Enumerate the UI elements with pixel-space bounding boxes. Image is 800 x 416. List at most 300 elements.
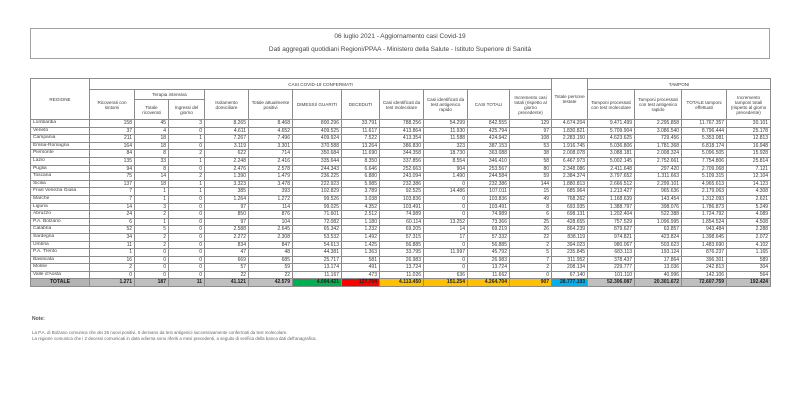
table-row (31, 142, 771, 150)
table-row (31, 241, 771, 249)
cell-guariti: 236.225 (293, 173, 342, 181)
table-row (31, 218, 771, 226)
cell-casi_molecolare: 57.315 (380, 233, 424, 241)
cell-incremento_tamponi: 7.121 (727, 165, 771, 173)
cell-deceduti: 5.985 (342, 180, 380, 188)
cell-tamponi_molecolare: 2.411.648 (588, 165, 635, 173)
table-row (31, 157, 771, 165)
cell-ti_ingressi: 0 (169, 127, 205, 135)
cell-casi_totali: 73.366 (468, 218, 510, 226)
cell-persone_testate: 311.952 (552, 256, 588, 264)
cell-tamponi_totale: 1.483.690 (682, 241, 727, 249)
cell-ti_ingressi: 0 (169, 264, 205, 272)
cell-tamponi_totale: 242.813 (682, 264, 727, 272)
table-row (31, 150, 771, 158)
cell-casi_antigenico: 11.930 (424, 127, 468, 135)
cell-incremento_tamponi: 30.101 (727, 120, 771, 128)
cell-tamponi_molecolare: 683.113 (588, 249, 635, 257)
cell-tamponi_antigenico: 1.781.368 (635, 142, 682, 150)
cell-casi_molecolare: 103.491 (380, 203, 424, 211)
cell-tamponi_totale: 1.724.792 (682, 211, 727, 219)
cell-guariti: 25.717 (293, 256, 342, 264)
cell-deceduti: 1.492 (342, 233, 380, 241)
table-row (31, 180, 771, 188)
cell-ricoverati: 24 (90, 211, 135, 219)
cell-ricoverati: 158 (90, 120, 135, 128)
cell-casi_totali: 425.794 (468, 127, 510, 135)
cell-persone_testate: 698.131 (552, 211, 588, 219)
cell-ti_totale: 3 (135, 203, 169, 211)
cell-casi_molecolare: 56.885 (380, 241, 424, 249)
cell-ti_totale: 8 (135, 165, 169, 173)
cell-guariti: 65.342 (293, 226, 342, 234)
cell-casi_antigenico: 0 (424, 180, 468, 188)
cell-tamponi_totale: 1.786.873 (682, 203, 727, 211)
cell-isolamento: 850 (205, 211, 249, 219)
cell-isolamento: 3.323 (205, 180, 249, 188)
cell-tamponi_molecolare: 879.627 (588, 226, 635, 234)
cell-positivi: 2.578 (249, 165, 293, 173)
cell-isolamento: 97 (205, 203, 249, 211)
cell-incremento_tamponi: 589 (727, 256, 771, 264)
cell-casi_antigenico: 17 (424, 233, 468, 241)
cell-deceduti: 6.646 (342, 165, 380, 173)
header-isolamento: Isolamento domiciliare (205, 90, 249, 120)
cell-tamponi_molecolare: 9.471.499 (588, 120, 635, 128)
cell-casi_molecolare: 243.094 (380, 173, 424, 181)
cell-ricoverati: 2 (90, 264, 135, 272)
cell-tamponi_antigenico: 2.299.101 (635, 180, 682, 188)
cell-ti_totale: 45 (135, 120, 169, 128)
table-row (31, 203, 771, 211)
cell-persone_testate: 1.880.813 (552, 180, 588, 188)
cell-ti_ingressi: 2 (169, 173, 205, 181)
header-tamponi-antigenico: Tamponi processati con test antigenico rapido (635, 90, 682, 120)
cell-incremento_casi: 53 (510, 142, 552, 150)
cell-regione: Molise (31, 264, 90, 272)
cell-incremento_casi: 15 (510, 188, 552, 196)
cell-casi_molecolare: 103.836 (380, 195, 424, 203)
cell-regione: Lombardia (31, 120, 90, 128)
cell-tamponi_totale: 11.767.357 (682, 120, 727, 128)
cell-casi_molecolare: 252.663 (380, 165, 424, 173)
cell-guariti: 800.296 (293, 120, 342, 128)
cell-tamponi_molecolare: 1.202.404 (588, 211, 635, 219)
cell-tamponi_totale: 2.709.068 (682, 165, 727, 173)
cell-persone_testate: 4.674.204 (552, 120, 588, 128)
cell-deceduti: 11.690 (342, 150, 380, 158)
cell-guariti: 4.094.421 (293, 279, 342, 287)
cell-incremento_casi: 108 (510, 135, 552, 143)
cell-tamponi_totale: 5.096.505 (682, 150, 727, 158)
cell-casi_antigenico: 904 (424, 165, 468, 173)
cell-ricoverati: 84 (90, 150, 135, 158)
cell-casi_totali: 74.989 (468, 211, 510, 219)
cell-ti_ingressi: 0 (169, 226, 205, 234)
cell-tamponi_molecolare: 101.110 (588, 271, 635, 279)
cell-positivi: 22 (249, 271, 293, 279)
cell-guariti: 102.829 (293, 188, 342, 196)
cell-deceduti: 581 (342, 256, 380, 264)
cell-ricoverati: 137 (90, 180, 135, 188)
cell-tamponi_molecolare: 229.777 (588, 264, 635, 272)
cell-casi_antigenico: 151.254 (424, 279, 468, 287)
cell-incremento_tamponi: 2.288 (727, 226, 771, 234)
cell-casi_antigenico: 0 (424, 211, 468, 219)
cell-isolamento: 41.121 (205, 279, 249, 287)
cell-deceduti: 491 (342, 264, 380, 272)
cell-tamponi_molecolare: 1.213.427 (588, 188, 635, 196)
cell-tamponi_antigenico: 965.636 (635, 188, 682, 196)
title-line-2: Dati aggregati quotidiani Regioni/PPAA - Ministero della Salute - Istituto Superiore di Sanità (268, 45, 532, 53)
cell-casi_totali: 346.410 (468, 157, 510, 165)
cell-incremento_casi: 129 (510, 120, 552, 128)
cell-persone_testate: 685.964 (552, 188, 588, 196)
cell-tamponi_antigenico: 3.086.540 (635, 127, 682, 135)
cell-casi_antigenico: 323 (424, 142, 468, 150)
cell-ti_totale: 18 (135, 135, 169, 143)
table-row (31, 188, 771, 196)
cell-persone_testate: 208.134 (552, 264, 588, 272)
cell-persone_testate: 864.239 (552, 226, 588, 234)
cell-tamponi_molecolare: 378.437 (588, 256, 635, 264)
cell-persone_testate: 1.830.821 (552, 127, 588, 135)
cell-guariti: 13.174 (293, 264, 342, 272)
header-incremento-tamponi: Incremento tamponi totali (rispetto al giorno precedente) (727, 90, 771, 120)
cell-incremento_tamponi: 4.089 (727, 211, 771, 219)
cell-ricoverati: 1.271 (90, 279, 135, 287)
cell-casi_antigenico: 1.490 (424, 173, 468, 181)
cell-persone_testate: 28.777.193 (552, 279, 588, 287)
cell-casi_molecolare: 60.114 (380, 218, 424, 226)
note-line-2: La regione comunica che i 2 decessi comunicati in data odierna sono riferiti a mesi precedenti, a seguito di verifica della banca dati dell'anagrafica. (32, 336, 317, 341)
cell-casi_totali: 56.885 (468, 241, 510, 249)
header-deceduti: DECEDUTI (342, 90, 380, 120)
cell-casi_molecolare: 413.864 (380, 127, 424, 135)
cell-casi_totali: 13.724 (468, 264, 510, 272)
cell-casi_antigenico: 14 (424, 226, 468, 234)
cell-positivi: 3.478 (249, 180, 293, 188)
cell-casi_molecolare: 4.113.450 (380, 279, 424, 287)
table-row (31, 249, 771, 257)
cell-tamponi_molecolare: 1.388.797 (588, 203, 635, 211)
cell-casi_antigenico: 636 (424, 271, 468, 279)
table-row (31, 211, 771, 219)
cell-isolamento: 1.390 (205, 173, 249, 181)
title-line-1: 06 luglio 2021 - Aggiornamento casi Covid-19 (334, 33, 466, 41)
cell-casi_antigenico: 13.252 (424, 218, 468, 226)
cell-isolamento: 4.611 (205, 127, 249, 135)
cell-regione: Abruzzo (31, 211, 90, 219)
cell-ti_totale: 2 (135, 241, 169, 249)
cell-guariti: 53.532 (293, 233, 342, 241)
title-box (30, 28, 770, 59)
cell-positivi: 59 (249, 264, 293, 272)
cell-isolamento: 3.119 (205, 142, 249, 150)
cell-ti_ingressi: 0 (169, 256, 205, 264)
cell-regione: Calabria (31, 226, 90, 234)
table-row (31, 135, 771, 143)
cell-ti_ingressi: 0 (169, 195, 205, 203)
cell-regione: Campania (31, 135, 90, 143)
cell-tamponi_antigenico: 143.454 (635, 195, 682, 203)
cell-ti_ingressi: 0 (169, 241, 205, 249)
cell-casi_totali: 11.662 (468, 271, 510, 279)
cell-incremento_tamponi: 16.948 (727, 142, 771, 150)
cell-incremento_tamponi: 25.178 (727, 127, 771, 135)
cell-regione: Sicilia (31, 180, 90, 188)
cell-deceduti: 1.363 (342, 249, 380, 257)
cell-ti_totale: 0 (135, 249, 169, 257)
cell-isolamento: 622 (205, 150, 249, 158)
cell-deceduti: 1.425 (342, 241, 380, 249)
table-row (31, 271, 771, 279)
cell-deceduti: 3.789 (342, 188, 380, 196)
cell-positivi: 2.308 (249, 233, 293, 241)
cell-casi_antigenico: 0 (424, 241, 468, 249)
cell-guariti: 350.684 (293, 150, 342, 158)
cell-guariti: 409.525 (293, 127, 342, 135)
cell-guariti: 99.025 (293, 203, 342, 211)
cell-isolamento: 2.272 (205, 233, 249, 241)
cell-persone_testate: 768.262 (552, 195, 588, 203)
cell-deceduti: 3.038 (342, 195, 380, 203)
cell-incremento_casi: 7 (510, 256, 552, 264)
cell-incremento_tamponi: 15.928 (727, 150, 771, 158)
cell-positivi: 4.652 (249, 127, 293, 135)
cell-casi_molecolare: 92.525 (380, 188, 424, 196)
table-row (31, 264, 771, 272)
cell-casi_molecolare: 386.830 (380, 142, 424, 150)
cell-casi_totali: 4.264.704 (468, 279, 510, 287)
header-tamponi-totale: TOTALE tamponi effettuati (682, 90, 727, 120)
cell-positivi: 3.301 (249, 142, 293, 150)
cell-tamponi_totale: 1.398.645 (682, 233, 727, 241)
cell-tamponi_totale: 5.109.315 (682, 173, 727, 181)
cell-casi_antigenico: 8.554 (424, 157, 468, 165)
cell-casi_totali: 103.491 (468, 203, 510, 211)
cell-ti_ingressi: 0 (169, 211, 205, 219)
cell-incremento_tamponi: 192.424 (727, 279, 771, 287)
cell-ti_totale: 33 (135, 157, 169, 165)
cell-regione: Liguria (31, 203, 90, 211)
cell-positivi: 2.416 (249, 157, 293, 165)
cell-incremento_casi: 49 (510, 195, 552, 203)
cell-casi_antigenico: 54.299 (424, 120, 468, 128)
cell-ti_totale: 0 (135, 271, 169, 279)
cell-tamponi_antigenico: 63.857 (635, 226, 682, 234)
cell-positivi: 1.272 (249, 195, 293, 203)
cell-tamponi_antigenico: 2.752.661 (635, 157, 682, 165)
cell-positivi: 42.579 (249, 279, 293, 287)
header-ricoverati: Ricoverati con sintomi (90, 90, 135, 120)
cell-deceduti: 11.617 (342, 127, 380, 135)
cell-ti_ingressi: 0 (169, 271, 205, 279)
table-header (31, 79, 771, 120)
cell-ti_totale: 18 (135, 180, 169, 188)
cell-tamponi_molecolare: 5.709.904 (588, 127, 635, 135)
cell-casi_molecolare: 11.026 (380, 271, 424, 279)
cell-guariti: 222.923 (293, 180, 342, 188)
cell-isolamento: 1.264 (205, 195, 249, 203)
cell-casi_antigenico: 0 (424, 203, 468, 211)
cell-tamponi_molecolare: 2.666.512 (588, 180, 635, 188)
table-row (31, 127, 771, 135)
cell-tamponi_antigenico: 2.008.324 (635, 150, 682, 158)
cell-ricoverati: 164 (90, 142, 135, 150)
cell-regione: Umbria (31, 241, 90, 249)
cell-incremento_casi: 907 (510, 279, 552, 287)
cell-incremento_tamponi: 304 (727, 264, 771, 272)
cell-tamponi_totale: 142.106 (682, 271, 727, 279)
cell-incremento_casi: 8 (510, 203, 552, 211)
cell-incremento_casi: 0 (510, 271, 552, 279)
cell-ricoverati: 211 (90, 135, 135, 143)
cell-casi_totali: 363.088 (468, 150, 510, 158)
cell-ti_totale: 2 (135, 211, 169, 219)
cell-guariti: 335.644 (293, 157, 342, 165)
cell-isolamento: 22 (205, 271, 249, 279)
cell-regione: Piemonte (31, 150, 90, 158)
cell-regione: Marche (31, 195, 90, 203)
cell-ti_ingressi: 0 (169, 249, 205, 257)
cell-isolamento: 47 (205, 249, 249, 257)
cell-incremento_casi: 80 (510, 165, 552, 173)
cell-persone_testate: 235.845 (552, 249, 588, 257)
cell-casi_molecolare: 232.386 (380, 180, 424, 188)
cell-regione: Friuli Venezia Giulia (31, 188, 90, 196)
cell-guariti: 244.343 (293, 165, 342, 173)
notes-label: Note: (32, 316, 45, 322)
group-header-casi: CASI COVID-19 CONFERMATI (90, 79, 552, 90)
cell-ricoverati: 135 (90, 157, 135, 165)
cell-positivi: 393 (249, 188, 293, 196)
group-header-tamponi: TAMPONI (588, 79, 771, 90)
cell-regione: P.A. Bolzano (31, 218, 90, 226)
cell-positivi: 104 (249, 218, 293, 226)
cell-incremento_casi: 59 (510, 173, 552, 181)
cell-ricoverati: 37 (90, 127, 135, 135)
cell-incremento_tamponi: 4.508 (727, 218, 771, 226)
cell-tamponi_molecolare: 5.036.806 (588, 142, 635, 150)
cell-positivi: 685 (249, 256, 293, 264)
cell-casi_molecolare: 337.856 (380, 157, 424, 165)
cell-ricoverati: 14 (90, 203, 135, 211)
cell-casi_totali: 45.792 (468, 249, 510, 257)
table-row (31, 173, 771, 181)
cell-regione: Emilia-Romagna (31, 142, 90, 150)
cell-tamponi_totale: 8.796.444 (682, 127, 727, 135)
cell-ricoverati: 75 (90, 173, 135, 181)
cell-persone_testate: 2.008.078 (552, 150, 588, 158)
cell-casi_molecolare: 69.205 (380, 226, 424, 234)
cell-positivi: 8.468 (249, 120, 293, 128)
cell-tamponi_antigenico: 17.864 (635, 256, 682, 264)
cell-ti_totale: 187 (135, 279, 169, 287)
cell-positivi: 48 (249, 249, 293, 257)
cell-ti_ingressi: 1 (169, 188, 205, 196)
note-line-1: La P.A. di Bolzano comunica che dei 25 nuovi positivi, 5 derivano da test antigenici successivamente confermati da test molecolare. (32, 330, 288, 335)
cell-ti_ingressi: 1 (169, 157, 205, 165)
cell-deceduti: 2.512 (342, 211, 380, 219)
cell-tamponi_molecolare: 3.088.181 (588, 150, 635, 158)
cell-ti_ingressi: 0 (169, 142, 205, 150)
cell-deceduti: 4.352 (342, 203, 380, 211)
cell-tamponi_totale: 72.607.759 (682, 279, 727, 287)
covid-table (30, 78, 771, 287)
cell-tamponi_totale: 396.301 (682, 256, 727, 264)
cell-isolamento: 2.588 (205, 226, 249, 234)
cell-casi_totali: 107.011 (468, 188, 510, 196)
cell-tamponi_antigenico: 40.996 (635, 271, 682, 279)
cell-regione: Valle d'Aosta (31, 271, 90, 279)
cell-tamponi_totale: 1.312.093 (682, 195, 727, 203)
cell-positivi: 7.496 (249, 135, 293, 143)
cell-guariti: 72.082 (293, 218, 342, 226)
cell-deceduti: 6.880 (342, 173, 380, 181)
header-tamponi-molecolare: Tamponi processati con test molecolare (588, 90, 635, 120)
cell-incremento_tamponi: 4.308 (727, 188, 771, 196)
cell-ti_totale: 14 (135, 173, 169, 181)
cell-casi_totali: 232.386 (468, 180, 510, 188)
cell-persone_testate: 1.916.745 (552, 142, 588, 150)
cell-regione: Sardegna (31, 233, 90, 241)
cell-isolamento: 669 (205, 256, 249, 264)
cell-casi_molecolare: 33.795 (380, 249, 424, 257)
cell-persone_testate: 67.140 (552, 271, 588, 279)
header-regione: REGIONE (31, 79, 90, 120)
cell-tamponi_antigenico: 398.076 (635, 203, 682, 211)
cell-casi_antigenico: 0 (424, 256, 468, 264)
cell-casi_totali: 842.555 (468, 120, 510, 128)
cell-positivi: 847 (249, 241, 293, 249)
cell-casi_molecolare: 788.256 (380, 120, 424, 128)
cell-tamponi_totale: 4.965.613 (682, 180, 727, 188)
cell-positivi: 876 (249, 211, 293, 219)
table-row (31, 120, 771, 128)
cell-ti_totale: 1 (135, 195, 169, 203)
cell-positivi: 114 (249, 203, 293, 211)
table-row (31, 195, 771, 203)
cell-incremento_tamponi: 12.104 (727, 173, 771, 181)
cell-guariti: 409.924 (293, 135, 342, 143)
cell-isolamento: 2.476 (205, 165, 249, 173)
cell-tamponi_antigenico: 297.420 (635, 165, 682, 173)
cell-ti_totale: 1 (135, 188, 169, 196)
notes-section (32, 316, 752, 342)
cell-ricoverati: 94 (90, 165, 135, 173)
cell-casi_totali: 424.942 (468, 135, 510, 143)
cell-incremento_casi: 25 (510, 218, 552, 226)
cell-ricoverati: 16 (90, 256, 135, 264)
cell-persone_testate: 693.935 (552, 203, 588, 211)
cell-casi_molecolare: 413.354 (380, 135, 424, 143)
header-casi-molecolare: Casi identificati da test molecolare (380, 90, 424, 120)
cell-casi_antigenico: 0 (424, 195, 468, 203)
cell-tamponi_molecolare: 4.623.625 (588, 135, 635, 143)
cell-regione: Veneto (31, 127, 90, 135)
cell-casi_totali: 253.567 (468, 165, 510, 173)
cell-incremento_tamponi: 564 (727, 271, 771, 279)
cell-incremento_tamponi: 2.072 (727, 233, 771, 241)
cell-ricoverati: 7 (90, 188, 135, 196)
cell-casi_totali: 244.584 (468, 173, 510, 181)
cell-guariti: 44.381 (293, 249, 342, 257)
cell-isolamento: 7.267 (205, 135, 249, 143)
cell-ti_ingressi: 0 (169, 165, 205, 173)
cell-incremento_tamponi: 12.813 (727, 135, 771, 143)
cell-ricoverati: 0 (90, 271, 135, 279)
